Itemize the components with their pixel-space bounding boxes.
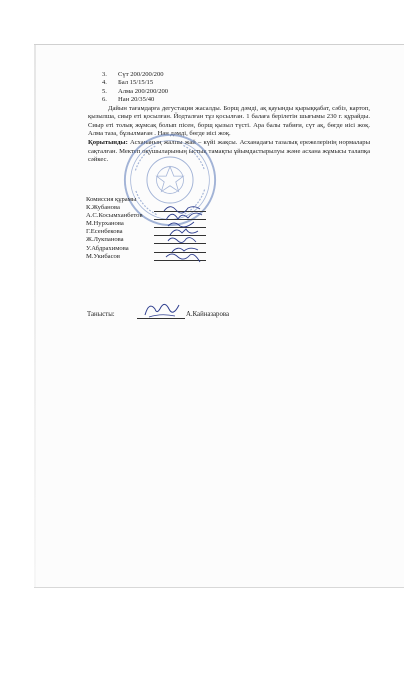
commission-member xyxy=(86,253,286,261)
item-text: Нан 20/35/40 xyxy=(118,96,155,104)
conclusion-text: Асхананың жалпы жай – күйі жақсы. Асханадағы тазалық ережелерінің нормалары сақталған. Мектеп оқушыларының ыстық тамақты ұйымдастырылуы және асхана жұмысы талапқа сәйкес. xyxy=(88,138,370,164)
member-name: Ж.Лукпанова xyxy=(86,236,124,244)
commission-heading: Комиссия құрамы xyxy=(86,196,137,203)
tasting-items-list xyxy=(88,71,370,105)
member-name: К.Жубанова xyxy=(86,204,120,212)
item-number: 6. xyxy=(102,96,107,104)
item-number: 4. xyxy=(102,79,107,87)
signature-mark xyxy=(160,250,206,264)
approval-signature-mark xyxy=(139,299,183,321)
approval-block xyxy=(87,305,297,329)
list-item xyxy=(88,79,370,87)
item-text: Бал 15/15/15 xyxy=(118,79,154,87)
member-name: М.Нурханова xyxy=(86,220,124,228)
list-item xyxy=(88,71,370,79)
list-item xyxy=(88,96,370,104)
member-name: Г.Есенбекова xyxy=(86,228,123,236)
item-number: 5. xyxy=(102,87,107,95)
member-name: У.Абдрахимова xyxy=(86,244,129,252)
scan-edge xyxy=(34,45,36,587)
commission-block xyxy=(86,196,286,261)
approval-label: Танысты: xyxy=(87,311,115,318)
item-text: Сүт 200/200/200 xyxy=(118,71,164,78)
conclusion-label: Қорытынды: xyxy=(88,138,128,146)
list-item xyxy=(88,88,370,96)
approver-name: А.Кайназарова xyxy=(186,311,229,318)
member-name: А.С.Косымханбетов xyxy=(86,212,143,220)
tasting-paragraph: Дайын тағамдарға дегустация жасалды. Борщ дәмді, ақ қауынды қырыққабат, сәбіз, картоп, қызылша, сиыр еті қосылған. Йодталған тұз қосылған. 1 балаға берілетін шығымы 230 г. құрайды. Сиыр еті толық жұмсақ болып пісен, борщ қызыл түсті. Ара балы табиғи, сүт ақ, бөгде иісі жоқ. Алма таза, бұзылмаған . Нан дәмді, бөгде иісі жоқ. xyxy=(88,104,370,138)
member-name: М.Укибасов xyxy=(86,252,120,260)
item-text: Алма 200/200/200 xyxy=(118,87,169,95)
item-number: 3. xyxy=(102,71,107,78)
